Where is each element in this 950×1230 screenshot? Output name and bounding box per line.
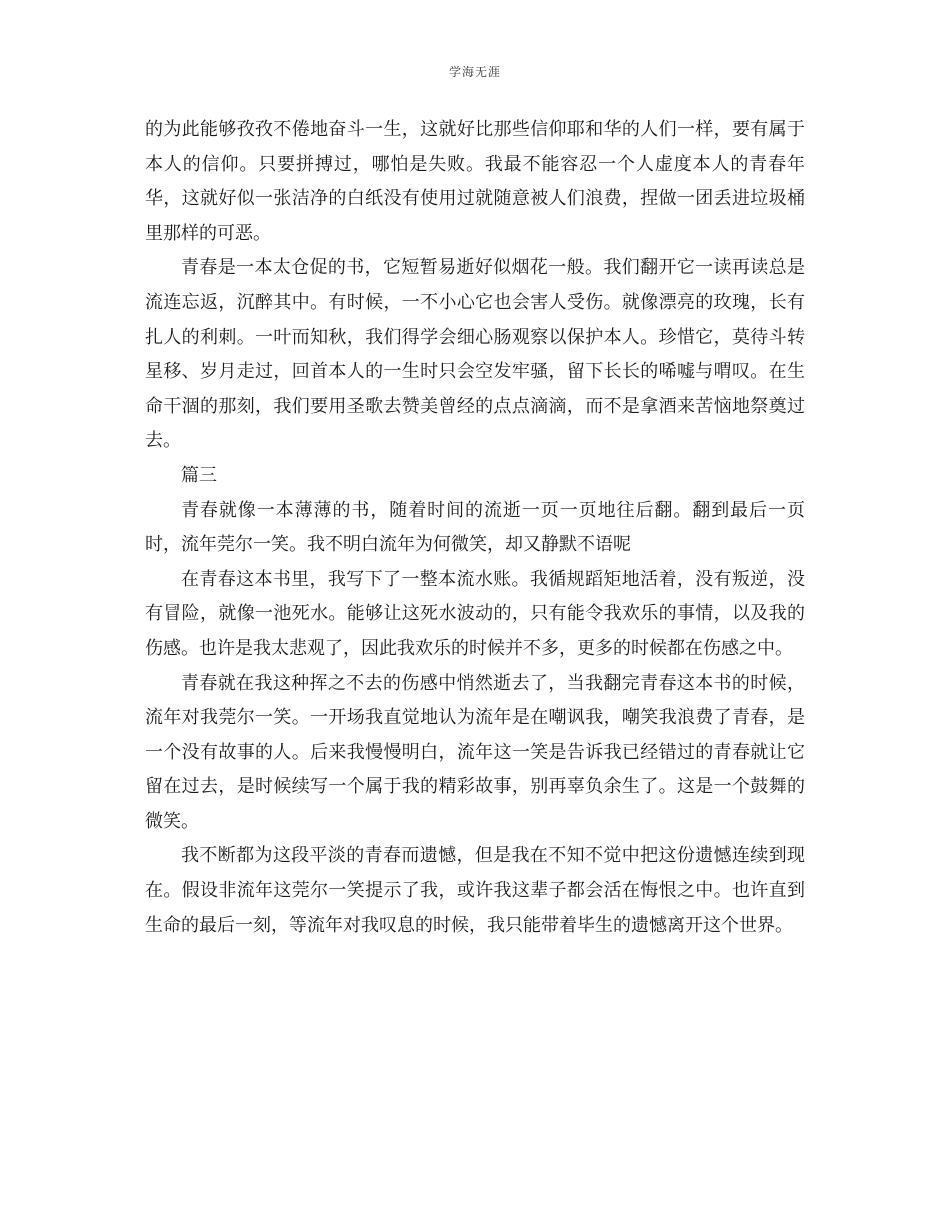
section-heading: 篇三 [181,464,217,486]
document-body [145,113,805,943]
paragraph-continued: 的为此能够孜孜不倦地奋斗一生，这就好比那些信仰耶和华的人们一样，要有属于本人的信仰。只要拼搏过，哪怕是失败。我最不能容忍一个人虚度本人的青春年华，这就好似一张洁净的白纸没有使用过就随意被人们浪费，捏做一团丢进垃圾桶里那样的可恶。 [145,119,805,244]
paragraph: 青春就在我这种挥之不去的伤感中悄然逝去了，当我翻完青春这本书的时候，流年对我莞尔一笑。一开场我直觉地认为流年是在嘲讽我，嘲笑我浪费了青春，是一个没有故事的人。后来我慢慢明白，流年这一笑是告诉我已经错过的青春就让它留在过去，是时候续写一个属于我的精彩故事，别再辜负余生了。这是一个鼓舞的微笑。 [145,672,805,832]
paragraph: 青春是一本太仓促的书，它短暂易逝好似烟花一般。我们翻开它一读再读总是流连忘返，沉醉其中。有时候，一不小心它也会害人受伤。就像漂亮的玫瑰，长有扎人的利刺。一叶而知秋，我们得学会细心肠观察以保护本人。珍惜它，莫待斗转星移、岁月走过，回首本人的一生时只会空发牢骚，留下长长的唏嘘与喟叹。在生命干涸的那刻，我们要用圣歌去赞美曾经的点点滴滴，而不是拿酒来苦恼地祭奠过去。 [145,257,805,452]
paragraph: 青春就像一本薄薄的书，随着时间的流逝一页一页地往后翻。翻到最后一页时，流年莞尔一笑。我不明白流年为何微笑，却又静默不语呢 [145,499,805,556]
paragraph: 在青春这本书里，我写下了一整本流水账。我循规蹈矩地活着，没有叛逆，没有冒险，就像一池死水。能够让这死水波动的，只有能令我欢乐的事情，以及我的伤感。也许是我太悲观了，因此我欢乐的时候并不多，更多的时候都在伤感之中。 [145,568,805,659]
page-header: 学海无涯 [448,65,501,79]
paragraph: 我不断都为这段平淡的青春而遗憾，但是我在不知不觉中把这份遗憾连续到现在。假设非流年这莞尔一笑提示了我，或许我这辈子都会活在悔恨之中。也许直到生命的最后一刻，等流年对我叹息的时候，我只能带着毕生的遗憾离开这个世界。 [145,845,805,936]
